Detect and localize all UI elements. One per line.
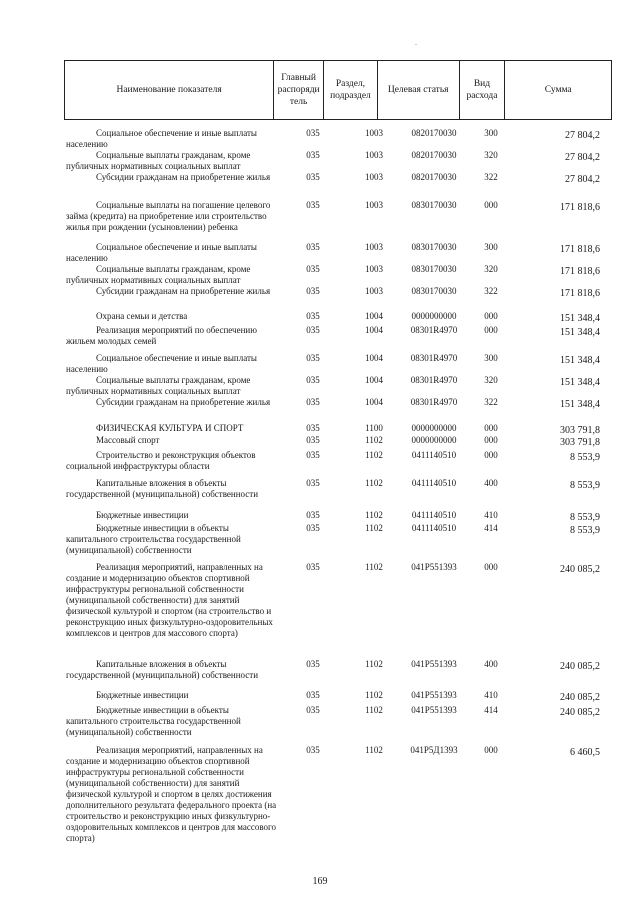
row-vr: 300 <box>484 353 498 363</box>
row-grbs: 035 <box>306 690 320 700</box>
row-name: Социальное обеспечение и иные выплаты населению <box>66 242 257 263</box>
row-cs: 08301R4970 <box>410 353 458 363</box>
row-name: Субсидии гражданам на приобретение жилья <box>96 397 271 407</box>
row-vr: 000 <box>484 325 498 335</box>
row-cs: 0830170030 <box>411 200 457 210</box>
row-vr: 400 <box>484 478 498 488</box>
row-razdel: 1003 <box>365 286 383 296</box>
row-name: Социальные выплаты гражданам, кроме публичных нормативных социальных выплат <box>66 375 251 396</box>
row-sum: 240 085,2 <box>560 707 600 718</box>
row-name: Реализация мероприятий, направленных на создание и модернизацию объектов спортивной инфраструктуры региональной собственности (муниципальной собственности) для занятий физической культурой и спортом в целях достижения дополнительного результата федерального проекта (на строительство и реконструкцию иных физкультурно-оздоровительных комплексов и центров для массового спорта) <box>66 745 277 843</box>
row-cs: 041P551393 <box>411 705 457 715</box>
row-name: Социальное обеспечение и иные выплаты населению <box>66 128 257 149</box>
row-razdel: 1102 <box>365 659 383 669</box>
row-vr: 000 <box>484 562 498 572</box>
row-grbs: 035 <box>306 242 320 252</box>
row-razdel: 1004 <box>365 375 383 385</box>
row-sum: 6 460,5 <box>570 747 600 758</box>
row-grbs: 035 <box>306 450 320 460</box>
header-name: Наименование показателя <box>65 61 274 119</box>
row-grbs: 035 <box>306 200 320 210</box>
row-grbs: 035 <box>306 423 320 433</box>
row-vr: 000 <box>484 745 498 755</box>
row-razdel: 1004 <box>365 397 383 407</box>
row-cs: 0411140510 <box>411 510 457 520</box>
header-vr: Вид расхода <box>460 61 506 119</box>
row-cs: 08301R4970 <box>410 397 458 407</box>
row-sum: 240 085,2 <box>560 661 600 672</box>
row-razdel: 1102 <box>365 705 383 715</box>
row-sum: 240 085,2 <box>560 564 600 575</box>
row-vr: 400 <box>484 659 498 669</box>
row-razdel: 1004 <box>365 325 383 335</box>
row-name: Субсидии гражданам на приобретение жилья <box>96 286 271 296</box>
row-name: Социальные выплаты на погашение целевого займа (кредита) на приобретение или строительство жилья при рождении (усыновлении) ребенка <box>66 200 271 232</box>
row-vr: 000 <box>484 423 498 433</box>
row-grbs: 035 <box>306 745 320 755</box>
row-vr: 414 <box>484 705 498 715</box>
row-vr: 300 <box>484 128 498 138</box>
row-razdel: 1004 <box>365 311 383 321</box>
row-grbs: 035 <box>306 659 320 669</box>
row-razdel: 1003 <box>365 264 383 274</box>
row-grbs: 035 <box>306 562 320 572</box>
row-cs: 041P5Д1393 <box>410 745 458 755</box>
row-sum: 8 553,9 <box>570 525 600 536</box>
row-razdel: 1003 <box>365 242 383 252</box>
row-name: Охрана семьи и детства <box>96 311 188 321</box>
row-vr: 410 <box>484 510 498 520</box>
scan-speck: . <box>415 38 417 47</box>
row-sum: 151 348,4 <box>560 355 600 366</box>
row-name: Бюджетные инвестиции в объекты капитального строительства государственной (муниципальной) собственности <box>66 523 241 555</box>
row-vr: 320 <box>484 264 498 274</box>
row-name: Бюджетные инвестиции в объекты капитального строительства государственной (муниципальной) собственности <box>66 705 241 737</box>
row-sum: 151 348,4 <box>560 399 600 410</box>
row-grbs: 035 <box>306 264 320 274</box>
page-number: 169 <box>312 876 328 887</box>
row-cs: 0000000000 <box>411 423 457 433</box>
row-sum: 151 348,4 <box>560 327 600 338</box>
row-grbs: 035 <box>306 128 320 138</box>
row-grbs: 035 <box>306 375 320 385</box>
row-razdel: 1102 <box>365 450 383 460</box>
row-sum: 27 804,2 <box>565 152 600 163</box>
row-razdel: 1100 <box>365 423 383 433</box>
row-sum: 8 553,9 <box>570 480 600 491</box>
row-razdel: 1102 <box>365 478 383 488</box>
row-cs: 0820170030 <box>411 128 457 138</box>
row-cs: 08301R4970 <box>410 325 458 335</box>
row-grbs: 035 <box>306 705 320 715</box>
row-cs: 0000000000 <box>411 311 457 321</box>
row-vr: 000 <box>484 311 498 321</box>
row-vr: 000 <box>484 435 498 445</box>
row-sum: 171 818,6 <box>560 244 600 255</box>
row-sum: 171 818,6 <box>560 288 600 299</box>
row-cs: 0820170030 <box>411 150 457 160</box>
row-grbs: 035 <box>306 397 320 407</box>
row-sum: 240 085,2 <box>560 692 600 703</box>
row-sum: 8 553,9 <box>570 512 600 523</box>
row-cs: 0830170030 <box>411 242 457 252</box>
row-razdel: 1102 <box>365 745 383 755</box>
row-razdel: 1003 <box>365 172 383 182</box>
row-cs: 041P551393 <box>411 659 457 669</box>
row-sum: 151 348,4 <box>560 377 600 388</box>
row-vr: 410 <box>484 690 498 700</box>
row-cs: 041P551393 <box>411 562 457 572</box>
row-cs: 0820170030 <box>411 172 457 182</box>
row-razdel: 1003 <box>365 200 383 210</box>
row-grbs: 035 <box>306 286 320 296</box>
table-header <box>64 60 612 120</box>
row-vr: 000 <box>484 200 498 210</box>
row-grbs: 035 <box>306 150 320 160</box>
row-name: Реализация мероприятий, направленных на создание и модернизацию объектов спортивной инфраструктуры региональной собственности (муниципальной собственности) для занятий физической культурой и спортом (на строительство и реконструкцию иных физкультурно-оздоровительных комплексов и центров для массового спорта) <box>66 562 273 638</box>
row-razdel: 1102 <box>365 562 383 572</box>
row-cs: 0830170030 <box>411 264 457 274</box>
header-grbs: Главный распоряди тель <box>274 61 324 119</box>
row-name: Капитальные вложения в объекты государственной (муниципальной) собственности <box>66 478 259 499</box>
row-name: ФИЗИЧЕСКАЯ КУЛЬТУРА И СПОРТ <box>96 423 244 433</box>
row-name: Бюджетные инвестиции <box>96 510 189 520</box>
row-cs: 0411140510 <box>411 450 457 460</box>
row-name: Социальные выплаты гражданам, кроме публичных нормативных социальных выплат <box>66 264 251 285</box>
row-grbs: 035 <box>306 510 320 520</box>
row-name: Бюджетные инвестиции <box>96 690 189 700</box>
row-vr: 000 <box>484 450 498 460</box>
row-sum: 27 804,2 <box>565 174 600 185</box>
row-vr: 320 <box>484 150 498 160</box>
row-cs: 08301R4970 <box>410 375 458 385</box>
row-grbs: 035 <box>306 435 320 445</box>
row-sum: 8 553,9 <box>570 452 600 463</box>
row-grbs: 035 <box>306 311 320 321</box>
row-name: Строительство и реконструкция объектов социальной инфраструктуры области <box>66 450 256 471</box>
header-razdel: Раздел, подраздел <box>324 61 378 119</box>
header-sum: Сумма <box>544 85 572 95</box>
row-sum: 27 804,2 <box>565 130 600 141</box>
row-razdel: 1102 <box>365 435 383 445</box>
row-name: Социальные выплаты гражданам, кроме публичных нормативных социальных выплат <box>66 150 251 171</box>
row-grbs: 035 <box>306 172 320 182</box>
header-cs: Целевая статья <box>378 61 460 119</box>
row-razdel: 1004 <box>365 353 383 363</box>
row-razdel: 1003 <box>365 128 383 138</box>
row-cs: 0411140510 <box>411 478 457 488</box>
row-name: Капитальные вложения в объекты государственной (муниципальной) собственности <box>66 659 259 680</box>
row-name: Массовый спорт <box>96 435 160 445</box>
row-sum: 303 791,8 <box>560 437 600 448</box>
row-grbs: 035 <box>306 353 320 363</box>
row-name: Реализация мероприятий по обеспечению жильем молодых семей <box>66 325 257 346</box>
row-grbs: 035 <box>306 478 320 488</box>
row-sum: 171 818,6 <box>560 202 600 213</box>
row-vr: 322 <box>484 397 498 407</box>
row-name: Социальное обеспечение и иные выплаты населению <box>66 353 257 374</box>
row-vr: 414 <box>484 523 498 533</box>
row-cs: 041P551393 <box>411 690 457 700</box>
row-vr: 322 <box>484 286 498 296</box>
row-grbs: 035 <box>306 325 320 335</box>
row-razdel: 1102 <box>365 523 383 533</box>
row-sum: 171 818,6 <box>560 266 600 277</box>
row-cs: 0411140510 <box>411 523 457 533</box>
row-razdel: 1102 <box>365 510 383 520</box>
row-vr: 320 <box>484 375 498 385</box>
row-sum: 151 348,4 <box>560 313 600 324</box>
row-cs: 0830170030 <box>411 286 457 296</box>
row-name: Субсидии гражданам на приобретение жилья <box>96 172 271 182</box>
row-cs: 0000000000 <box>411 435 457 445</box>
row-vr: 300 <box>484 242 498 252</box>
row-razdel: 1102 <box>365 690 383 700</box>
row-razdel: 1003 <box>365 150 383 160</box>
row-vr: 322 <box>484 172 498 182</box>
row-sum: 303 791,8 <box>560 425 600 436</box>
row-grbs: 035 <box>306 523 320 533</box>
